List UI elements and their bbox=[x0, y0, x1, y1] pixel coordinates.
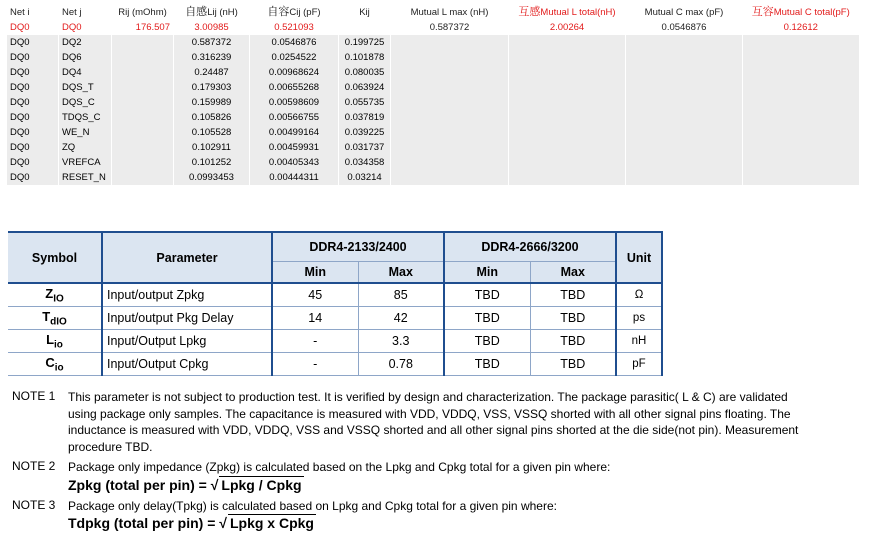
cell-mutual-l-total bbox=[509, 125, 626, 140]
note-2-label: NOTE 2 bbox=[12, 459, 56, 473]
tdpkg-formula-radicand: Lpkg x Cpkg bbox=[229, 515, 314, 531]
cell-net-j: ZQ bbox=[59, 140, 112, 155]
spec-row bbox=[8, 353, 662, 376]
cell-net-i: DQ0 bbox=[7, 140, 59, 155]
cell-cij: 0.00459931 bbox=[250, 140, 339, 155]
header-net-j-text: Net j bbox=[62, 7, 82, 18]
symbol-subscript: io bbox=[54, 362, 64, 374]
sheet-row bbox=[7, 20, 859, 35]
zpkg-formula-radicand: Lpkg / Cpkg bbox=[221, 477, 302, 493]
symbol-letter: Z bbox=[45, 285, 54, 301]
header-min-1: Min bbox=[272, 261, 358, 283]
sheet-row bbox=[7, 170, 859, 185]
header-mutual-c-max bbox=[626, 5, 743, 20]
cell-cij: 0.00444311 bbox=[250, 170, 339, 185]
max-2666-3200-cell: TBD bbox=[530, 353, 616, 376]
header-parameter: Parameter bbox=[102, 232, 272, 283]
cell-cij: 0.00655268 bbox=[250, 80, 339, 95]
cell-mutual-c-max bbox=[626, 95, 743, 110]
sheet-row bbox=[7, 140, 859, 155]
cell-net-i: DQ0 bbox=[7, 125, 59, 140]
cell-net-i: DQ0 bbox=[7, 35, 59, 50]
cell-mutual-l-max bbox=[391, 50, 509, 65]
cell-net-j: WE_N bbox=[59, 125, 112, 140]
min-2666-3200-cell: TBD bbox=[444, 330, 530, 353]
symbol-cell bbox=[8, 330, 102, 353]
cell-mutual-l-total bbox=[509, 140, 626, 155]
max-2666-3200-cell: TBD bbox=[530, 330, 616, 353]
header-mutual-l-max bbox=[391, 5, 509, 20]
cell-mutual-c-total: 0.12612 bbox=[743, 20, 859, 35]
tdpkg-formula-lhs: Tdpkg (total per pin) = bbox=[68, 515, 216, 531]
cell-net-j: DQ6 bbox=[59, 50, 112, 65]
coupling-sheet bbox=[6, 5, 859, 185]
parameter-cell: Input/output Zpkg bbox=[102, 283, 272, 307]
symbol-letter: C bbox=[45, 354, 55, 370]
cell-lij: 0.105826 bbox=[174, 110, 250, 125]
cell-net-j: DQS_T bbox=[59, 80, 112, 95]
header-cij-cjk: 自容 bbox=[267, 6, 290, 18]
sheet-row bbox=[7, 35, 859, 50]
max-2133-2400-cell: 85 bbox=[358, 283, 444, 307]
cell-mutual-c-total bbox=[743, 110, 859, 125]
cell-mutual-l-total bbox=[509, 35, 626, 50]
spec-row bbox=[8, 307, 662, 330]
cell-mutual-c-max bbox=[626, 50, 743, 65]
symbol-cell bbox=[8, 353, 102, 376]
cell-mutual-c-max bbox=[626, 110, 743, 125]
cell-mutual-l-max bbox=[391, 170, 509, 185]
symbol-cell bbox=[8, 283, 102, 307]
cell-mutual-l-total bbox=[509, 155, 626, 170]
header-cij-text: Cij (pF) bbox=[289, 7, 321, 18]
cell-mutual-c-max bbox=[626, 140, 743, 155]
cell-rij bbox=[112, 95, 174, 110]
cell-net-j: TDQS_C bbox=[59, 110, 112, 125]
cell-mutual-c-max bbox=[626, 65, 743, 80]
cell-mutual-l-total bbox=[509, 170, 626, 185]
cell-mutual-l-total bbox=[509, 95, 626, 110]
cell-lij: 0.24487 bbox=[174, 65, 250, 80]
spec-row bbox=[8, 330, 662, 353]
sheet-row bbox=[7, 65, 859, 80]
header-cij bbox=[250, 5, 339, 20]
cell-cij: 0.00499164 bbox=[250, 125, 339, 140]
cell-mutual-c-total bbox=[743, 80, 859, 95]
cell-rij bbox=[112, 110, 174, 125]
cell-net-i: DQ0 bbox=[7, 155, 59, 170]
sheet-row bbox=[7, 50, 859, 65]
cell-lij: 0.587372 bbox=[174, 35, 250, 50]
cell-lij: 0.102911 bbox=[174, 140, 250, 155]
cell-rij bbox=[112, 170, 174, 185]
header-max-2: Max bbox=[530, 261, 616, 283]
note-2-text: Package only impedance (Zpkg) is calculated based on the Lpkg and Cpkg total for a given pin where: bbox=[68, 460, 611, 474]
max-2666-3200-cell: TBD bbox=[530, 283, 616, 307]
unit-cell: nH bbox=[616, 330, 662, 353]
cell-net-i: DQ0 bbox=[7, 110, 59, 125]
header-net-i-text: Net i bbox=[10, 7, 30, 18]
min-2133-2400-cell: 14 bbox=[272, 307, 358, 330]
unit-cell: Ω bbox=[616, 283, 662, 307]
cell-kij: 0.080035 bbox=[339, 65, 391, 80]
cell-mutual-l-total bbox=[509, 110, 626, 125]
symbol-letter: L bbox=[46, 331, 55, 347]
header-mutual-l-total bbox=[509, 5, 626, 20]
cell-rij bbox=[112, 125, 174, 140]
cell-mutual-l-total: 2.00264 bbox=[509, 20, 626, 35]
symbol-letter: T bbox=[42, 308, 51, 324]
header-net-i bbox=[7, 5, 59, 20]
cell-mutual-l-max bbox=[391, 125, 509, 140]
cell-mutual-c-max bbox=[626, 155, 743, 170]
max-2133-2400-cell: 42 bbox=[358, 307, 444, 330]
cell-rij bbox=[112, 80, 174, 95]
sheet-row bbox=[7, 125, 859, 140]
cell-net-j: RESET_N bbox=[59, 170, 112, 185]
sheet-row bbox=[7, 80, 859, 95]
symbol-subscript: IO bbox=[53, 293, 64, 305]
cell-kij: 0.037819 bbox=[339, 110, 391, 125]
cell-mutual-c-total bbox=[743, 170, 859, 185]
min-2666-3200-cell: TBD bbox=[444, 307, 530, 330]
cell-mutual-c-total bbox=[743, 50, 859, 65]
parameter-cell: Input/Output Cpkg bbox=[102, 353, 272, 376]
header-rij-text: Rij (mOhm) bbox=[118, 7, 167, 18]
ddr4-package-table bbox=[8, 231, 663, 376]
cell-rij bbox=[112, 140, 174, 155]
cell-net-i: DQ0 bbox=[7, 95, 59, 110]
unit-cell: pF bbox=[616, 353, 662, 376]
cell-mutual-c-total bbox=[743, 125, 859, 140]
min-2666-3200-cell: TBD bbox=[444, 353, 530, 376]
cell-mutual-c-total bbox=[743, 95, 859, 110]
spec-row bbox=[8, 283, 662, 307]
cell-net-j: DQ0 bbox=[59, 20, 112, 35]
header-max-1: Max bbox=[358, 261, 444, 283]
cell-mutual-l-max bbox=[391, 95, 509, 110]
note-1-label: NOTE 1 bbox=[12, 389, 56, 403]
symbol-cell bbox=[8, 307, 102, 330]
sheet-body bbox=[7, 20, 859, 185]
cell-kij: 0.034358 bbox=[339, 155, 391, 170]
min-2666-3200-cell: TBD bbox=[444, 283, 530, 307]
header-mutual-c-max-text: Mutual C max (pF) bbox=[644, 7, 724, 18]
cell-mutual-c-total bbox=[743, 155, 859, 170]
sqrt-symbol: √ Lpkg x Cpkg bbox=[219, 515, 314, 531]
cell-rij bbox=[112, 35, 174, 50]
header-mutual-c-total-text: Mutual C total(pF) bbox=[773, 7, 850, 18]
cell-mutual-l-max bbox=[391, 35, 509, 50]
header-mutual-l-total-cjk: 互感 bbox=[518, 6, 541, 18]
cell-lij: 0.316239 bbox=[174, 50, 250, 65]
sheet-row bbox=[7, 95, 859, 110]
cell-rij: 176.507 bbox=[112, 20, 174, 35]
cell-mutual-c-total bbox=[743, 65, 859, 80]
header-lij-text: Lij (nH) bbox=[207, 7, 238, 18]
zpkg-formula bbox=[68, 476, 304, 493]
symbol-subscript: io bbox=[54, 339, 63, 351]
cell-cij: 0.0546876 bbox=[250, 35, 339, 50]
cell-mutual-l-max bbox=[391, 110, 509, 125]
cell-net-i: DQ0 bbox=[7, 80, 59, 95]
parameter-cell: Input/output Pkg Delay bbox=[102, 307, 272, 330]
cell-rij bbox=[112, 50, 174, 65]
note-3-text: Package only delay(Tpkg) is calculated based on Lpkg and Cpkg total for a given pin where: bbox=[68, 499, 557, 513]
spec-body bbox=[8, 283, 662, 376]
cell-net-i: DQ0 bbox=[7, 20, 59, 35]
cell-cij: 0.00405343 bbox=[250, 155, 339, 170]
cell-lij: 0.105528 bbox=[174, 125, 250, 140]
cell-rij bbox=[112, 65, 174, 80]
max-2133-2400-cell: 0.78 bbox=[358, 353, 444, 376]
min-2133-2400-cell: - bbox=[272, 330, 358, 353]
unit-cell: ps bbox=[616, 307, 662, 330]
cell-mutual-c-total bbox=[743, 35, 859, 50]
cell-cij: 0.0254522 bbox=[250, 50, 339, 65]
cell-mutual-l-max: 0.587372 bbox=[391, 20, 509, 35]
sheet-row bbox=[7, 110, 859, 125]
max-2666-3200-cell: TBD bbox=[530, 307, 616, 330]
cell-net-j: DQ2 bbox=[59, 35, 112, 50]
cell-mutual-c-max bbox=[626, 170, 743, 185]
min-2133-2400-cell: 45 bbox=[272, 283, 358, 307]
cell-kij: 0.055735 bbox=[339, 95, 391, 110]
cell-kij: 0.101878 bbox=[339, 50, 391, 65]
cell-mutual-l-max bbox=[391, 155, 509, 170]
cell-mutual-l-total bbox=[509, 50, 626, 65]
tdpkg-formula bbox=[68, 514, 316, 531]
cell-kij: 0.039225 bbox=[339, 125, 391, 140]
cell-mutual-l-total bbox=[509, 80, 626, 95]
cell-mutual-c-max bbox=[626, 80, 743, 95]
header-symbol: Symbol bbox=[8, 232, 102, 283]
cell-lij: 0.159989 bbox=[174, 95, 250, 110]
cell-mutual-l-total bbox=[509, 65, 626, 80]
cell-net-i: DQ0 bbox=[7, 50, 59, 65]
sheet-header-row bbox=[7, 5, 859, 20]
header-mutual-l-total-text: Mutual L total(nH) bbox=[540, 7, 616, 18]
note-1-text: This parameter is not subject to production test. It is verified by design and characterization. The package parasitic( L & C) are validated using package only samples. The capacitance is measured with VDD, VDDQ, VSS, VSSQ shorted with all other signal pins floating. The inductance is measured with VDD, VDDQ, VSS and VSSQ shorted and all other signal pins shorted at the die side(not pin). Measurement procedure TBD. bbox=[68, 390, 799, 454]
sheet-row bbox=[7, 155, 859, 170]
cell-kij: 0.199725 bbox=[339, 35, 391, 50]
cell-cij: 0.00566755 bbox=[250, 110, 339, 125]
header-rij bbox=[112, 5, 174, 20]
note-3-label: NOTE 3 bbox=[12, 498, 56, 512]
header-kij-text: Kij bbox=[359, 7, 370, 18]
header-net-j bbox=[59, 5, 112, 20]
parameter-cell: Input/Output Lpkg bbox=[102, 330, 272, 353]
cell-mutual-c-max bbox=[626, 125, 743, 140]
cell-mutual-c-max bbox=[626, 35, 743, 50]
cell-lij: 0.0993453 bbox=[174, 170, 250, 185]
header-mutual-c-total bbox=[743, 5, 859, 20]
cell-cij: 0.00968624 bbox=[250, 65, 339, 80]
cell-net-j: VREFCA bbox=[59, 155, 112, 170]
cell-mutual-c-max: 0.0546876 bbox=[626, 20, 743, 35]
cell-mutual-l-max bbox=[391, 140, 509, 155]
zpkg-formula-lhs: Zpkg (total per pin) = bbox=[68, 477, 211, 493]
header-mutual-l-max-text: Mutual L max (nH) bbox=[410, 7, 489, 18]
cell-net-i: DQ0 bbox=[7, 170, 59, 185]
header-lij-cjk: 自感 bbox=[185, 6, 208, 18]
min-2133-2400-cell: - bbox=[272, 353, 358, 376]
cell-mutual-l-max bbox=[391, 80, 509, 95]
cell-net-i: DQ0 bbox=[7, 65, 59, 80]
cell-net-j: DQ4 bbox=[59, 65, 112, 80]
symbol-subscript: dIO bbox=[50, 316, 67, 328]
cell-lij: 3.00985 bbox=[174, 20, 250, 35]
header-lij bbox=[174, 5, 250, 20]
header-unit: Unit bbox=[616, 232, 662, 283]
header-kij bbox=[339, 5, 391, 20]
header-ddr4-2133-2400: DDR4-2133/2400 bbox=[272, 232, 444, 261]
header-min-2: Min bbox=[444, 261, 530, 283]
header-ddr4-2666-3200: DDR4-2666/3200 bbox=[444, 232, 616, 261]
cell-kij: 0.03214 bbox=[339, 170, 391, 185]
cell-cij: 0.521093 bbox=[250, 20, 339, 35]
cell-rij bbox=[112, 155, 174, 170]
header-mutual-c-total-cjk: 互容 bbox=[751, 6, 774, 18]
cell-lij: 0.179303 bbox=[174, 80, 250, 95]
cell-lij: 0.101252 bbox=[174, 155, 250, 170]
cell-kij bbox=[339, 20, 391, 35]
cell-cij: 0.00598609 bbox=[250, 95, 339, 110]
cell-mutual-l-max bbox=[391, 65, 509, 80]
cell-mutual-c-total bbox=[743, 140, 859, 155]
sqrt-symbol: √ Lpkg / Cpkg bbox=[210, 477, 302, 493]
cell-kij: 0.031737 bbox=[339, 140, 391, 155]
cell-net-j: DQS_C bbox=[59, 95, 112, 110]
max-2133-2400-cell: 3.3 bbox=[358, 330, 444, 353]
cell-kij: 0.063924 bbox=[339, 80, 391, 95]
